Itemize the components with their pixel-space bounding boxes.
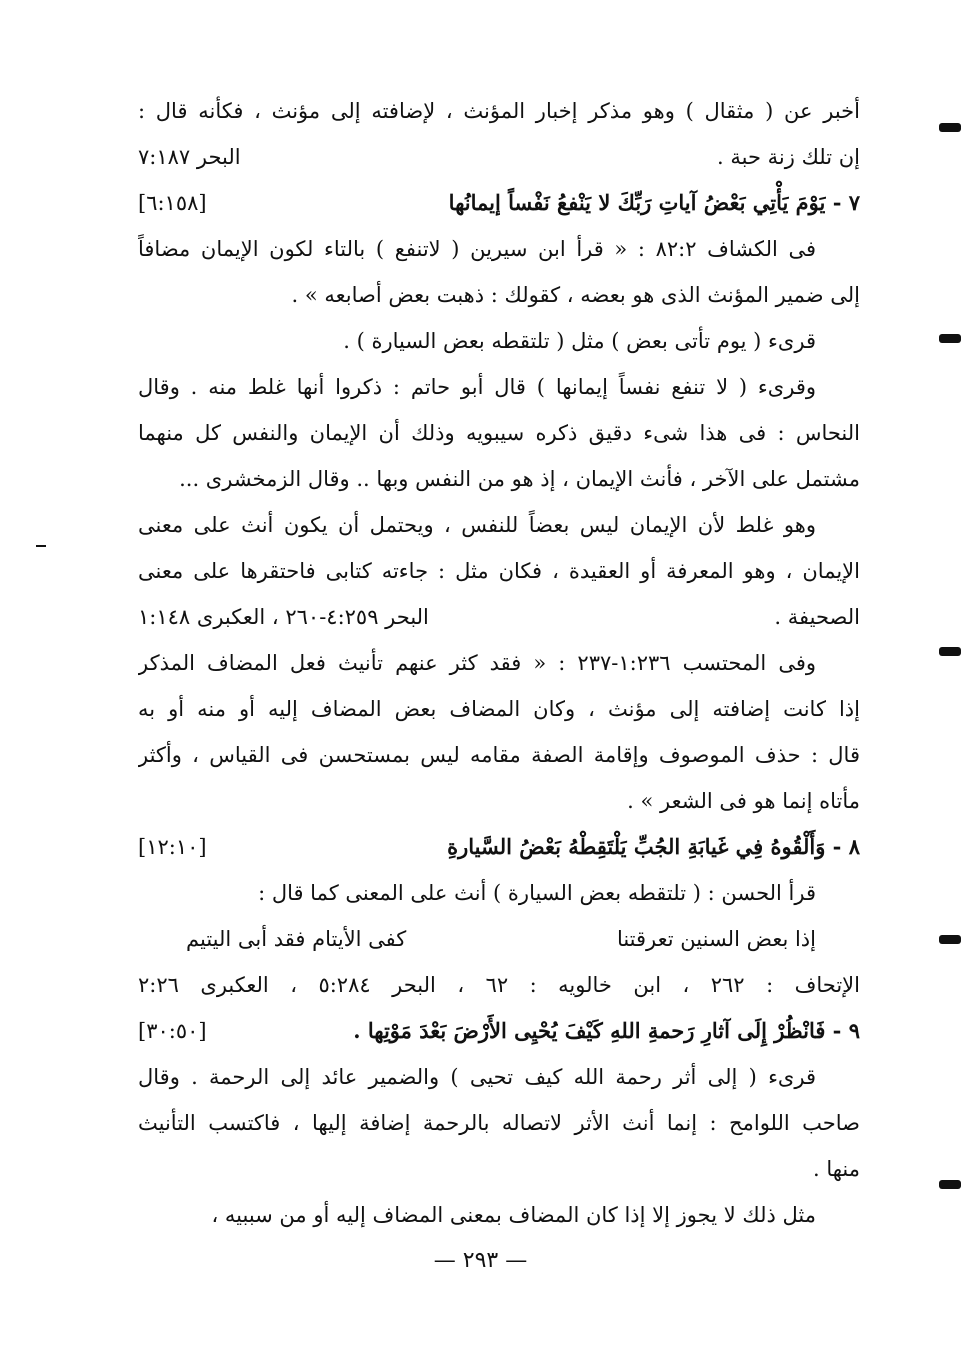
poem-hemistich-second: كفى الأيتام فقد أبى اليتيم [186,927,407,951]
line-text: الصحيفة . [774,605,860,629]
text-line [138,548,860,594]
line-text: مأتاه إنما هو فى الشعر » . [627,789,860,813]
reference: البحر ٤:٢٥٩-٢٦٠ ، العكبرى ١:١٤٨ [138,605,429,629]
line-text: قرأ الحسن : ( تلتقطه بعض السيارة ) أنث على المعنى كما قال : [258,881,816,905]
line-text: وقرىء ( لا تنفع نفساً إيمانها ) قال أبو حاتم : ذكروا أنها غلط منه . وقال [138,375,816,399]
reference: [١٢:١٠] [138,835,207,859]
line-text: صاحب اللوامح : إنما أنث الأثر لاتصاله بالرحمة إضافة إليها ، فاكتسب التأنيث [138,1111,860,1135]
verse-line [138,180,860,226]
line-text: مشتمل على الآخر ، فأنث الإيمان ، إذ هو من النفس وبها .. وقال الزمخشرى ... [179,467,860,491]
text-line [138,962,860,1008]
line-text: قال : حذف الموصوف وإقامة الصفة مقامه ليس بمستحسن فى القياس ، وأكثر [138,743,860,767]
poem-hemistich-first: إذا بعض السنين تعرقتنا [616,927,816,951]
text-line [138,502,860,548]
text-line [138,364,860,410]
line-text: وفى المحتسب ١:٢٣٦-٢٣٧ : « فقد كثر عنهم تأنيث فعل المضاف المذكر [138,651,816,675]
text-line [138,226,860,272]
text-line [138,1192,860,1238]
page-number: — ٢٩٣ — [433,1248,528,1273]
line-text: إذا كانت إضافته إلى مؤنث ، وكان المضاف بعض المضاف إليه أو منه أو به [138,697,860,721]
page-body [138,88,860,1238]
verse-text: ٧ - يَوْمَ يَأْتِي بَعْضُ آياتِ رَبِّكَ لا يَنْفعُ نَفْساً إيمانُها [448,190,860,215]
text-line [138,1100,860,1146]
margin-mark [939,647,961,656]
line-text: الإيمان ، وهو المعرفة أو العقيدة ، فكان مثل : جاءته كتابى فاحتقرها على معنى [138,559,860,583]
text-line [138,778,860,824]
reference: [٦:١٥٨] [138,191,207,215]
verse-text: ٩ - فَانْظُرْ إِلَى آثارِ رَحمةِ اللهِ كَيْفَ يُحْيِى الأَرْضَ بَعْدَ مَوْتِها . [353,1018,860,1043]
text-line [138,134,860,180]
line-text: وهو غلط لأن الإيمان ليس بعضاً للنفس ، ويحتمل أن يكون أنث على معنى [138,513,816,537]
text-line [138,1054,860,1100]
margin-mark [939,123,961,132]
reference: البحر ٧:١٨٧ [138,145,241,169]
verse-text: ٨ - وَأَلْقُوهُ فِي غَيابَةِ الجُبِّ يَلْتَقِطْهُ بَعْضُ السَّيارةِ [447,834,860,859]
line-text: قرىء ( يوم تأتى بعض ) مثل ( تلتقطه بعض السيارة ) . [343,329,816,353]
line-text: مثل ذلك لا يجوز إلا إذا كان المضاف بمعنى المضاف إليه أو من سببيه ، [211,1203,816,1227]
text-line [138,318,860,364]
verse-line [138,824,860,870]
margin-tick [36,545,46,547]
verse-line [138,1008,860,1054]
line-text: قرىء ( إلى أثر رحمة الله كيف تحيى ) والضمير عائد إلى الرحمة . وقال [138,1065,816,1089]
reference: [٣٠:٥٠] [138,1019,207,1043]
margin-mark [939,1180,961,1189]
text-line [138,686,860,732]
text-line [138,410,860,456]
text-line [138,1146,860,1192]
line-text: فى الكشاف ٨٢:٢ : « قرأ ابن سيرين ( لاتنفع ) بالتاء لكون الإيمان مضافاً [138,237,817,261]
text-line [138,732,860,778]
line-text: النحاس : فى هذا شىء دقيق ذكره سيبويه وذلك أن الإيمان والنفس كل منهما [138,421,860,445]
margin-mark [939,935,961,944]
text-line [138,272,860,318]
line-text: منها . [812,1157,860,1181]
text-line [138,870,860,916]
margin-mark [939,334,961,343]
text-line [138,88,860,134]
line-text: أخبر عن ( مثقال ) وهو مذكر إخبار المؤنث ، لإضافته إلى مؤنث ، فكأنه قال : [138,99,860,123]
line-text: إن تلك زنة حبة . [717,145,860,169]
text-line [138,640,860,686]
line-text: الإتحاف : ٢٦٢ ، ابن خالويه : ٦٢ ، البحر ٥:٢٨٤ ، العكبرى ٢:٢٦ [138,973,860,997]
text-line [138,594,860,640]
line-text: إلى ضمير المؤنث الذى هو بعضه ، كقولك : ذهبت بعض أصابعه » . [291,283,860,307]
poem-verse [138,916,860,962]
text-line [138,456,860,502]
